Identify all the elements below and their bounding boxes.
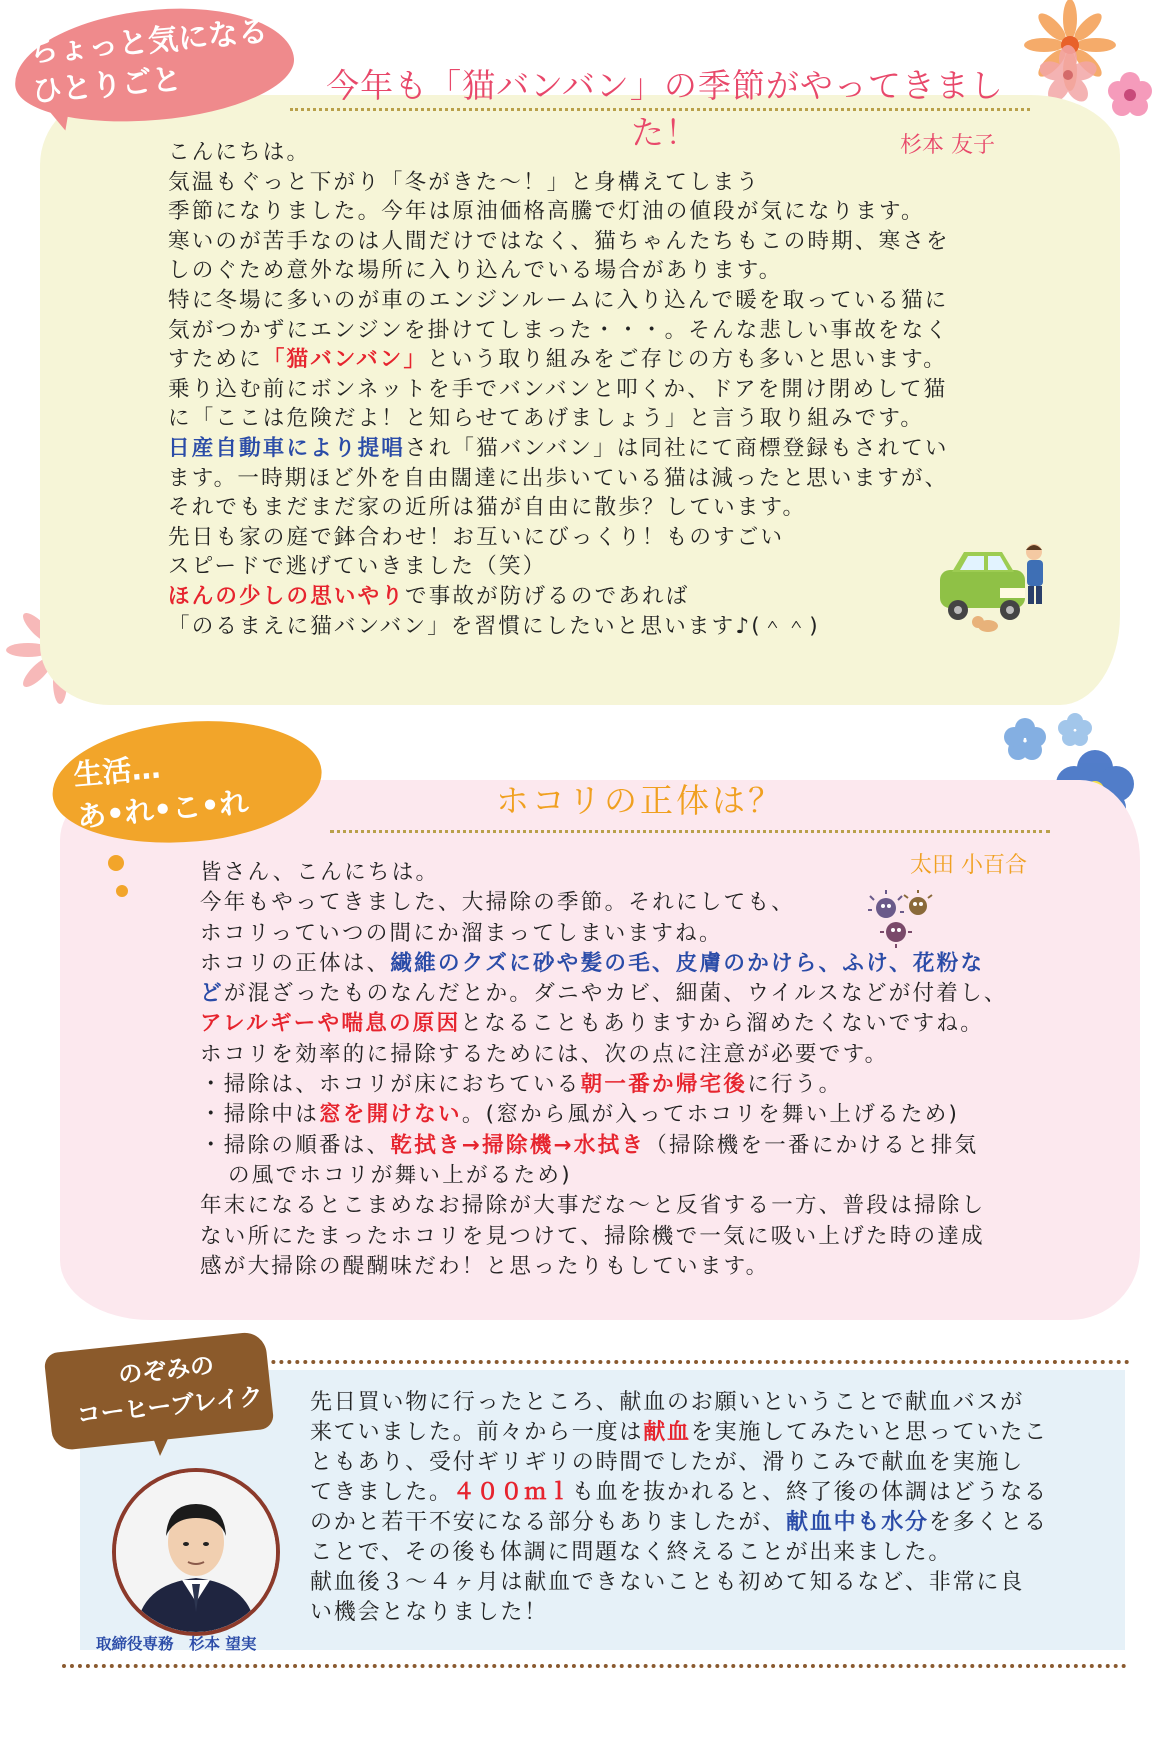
body-line — [168, 256, 1048, 286]
body-line — [310, 1478, 1110, 1508]
body-line — [310, 1388, 1110, 1418]
text-segment: が混ざったものなんだとか。ダニやカビ、細菌、ウイルスなどが付着し、 — [223, 981, 1008, 1007]
body-line — [310, 1418, 1110, 1448]
highlight-text: ほんの少しの思いやり — [168, 583, 406, 609]
bubble-line: ひとりごと — [30, 61, 184, 110]
text-segment: の風でホコリが舞い上がるため) — [228, 1162, 572, 1188]
text-segment: 献血後３～４ヶ月は献血できないことも初めて知るなど、非常に良 — [310, 1570, 1025, 1595]
body-line — [168, 404, 1048, 434]
text-segment: 特に冬場に多いのが車のエンジンルームに入り込んで暖を取っている猫に — [168, 287, 949, 313]
body-line — [310, 1568, 1110, 1598]
bubble-line: のぞみの — [116, 1351, 216, 1390]
text-segment: 来ていました。前々から一度は — [310, 1420, 644, 1445]
body-line — [168, 197, 1048, 227]
text-segment: に「ここは危険だよ！と知らせてあげましょう」と言う取り組みです。 — [168, 406, 925, 432]
text-segment: 季節になりました。今年は原油価格高騰で灯油の値段が気になります。 — [168, 199, 925, 225]
body-line — [200, 949, 1080, 979]
text-segment: を多くとる — [928, 1510, 1048, 1535]
highlight-text: 献血 — [643, 1420, 691, 1445]
text-segment: （掃除機を一番にかけると排気 — [645, 1132, 979, 1158]
body-line — [168, 345, 1048, 375]
body-line — [168, 434, 1048, 464]
text-segment: 感が大掃除の醍醐味だわ！と思ったりもしています。 — [200, 1253, 770, 1279]
body-line — [200, 1252, 1080, 1282]
body-line — [310, 1448, 1110, 1478]
text-segment: てきました。 — [310, 1480, 453, 1505]
text-segment: 先日買い物に行ったところ、献血のお願いということで献血バスが — [310, 1390, 1025, 1415]
text-segment: 先日も家の庭で鉢合わせ！お互いにびっくり！ものすごい — [168, 524, 785, 550]
text-segment: 「のるまえに猫バンバン」を習慣にしたいと思います♪(＾＾) — [168, 613, 820, 639]
section3-body-text — [310, 1388, 1110, 1628]
section1-body-text — [168, 138, 1048, 641]
body-line — [200, 858, 1080, 888]
body-line — [168, 552, 1048, 582]
text-segment: い機会となりました！ — [310, 1600, 549, 1625]
text-segment: ・掃除は、ホコリが床におちている — [200, 1072, 581, 1098]
text-segment: ます。一時期ほど外を自由闊達に出歩いている猫は減ったと思いますが、 — [168, 465, 949, 491]
bubble-line: あ•れ•こ•れ — [75, 785, 250, 834]
section3-speech-bubble-tail — [150, 1430, 172, 1456]
section1-title-rule — [290, 108, 1030, 111]
body-line — [200, 1161, 1080, 1191]
body-line — [168, 316, 1048, 346]
section2-author: 太田 小百合 — [910, 853, 1027, 878]
portrait-image — [116, 1472, 276, 1632]
text-segment: 乗り込む前にボンネットを手でバンバンと叩くか、ドアを開け閉めして猫 — [168, 376, 948, 402]
body-line — [200, 919, 1080, 949]
text-segment: ことで、その後も体調に問題なく終えることが出来ました。 — [310, 1540, 953, 1565]
text-segment: 皆さん、こんにちは。 — [200, 860, 440, 885]
body-line — [200, 1100, 1080, 1130]
highlight-text: ど — [200, 981, 224, 1007]
body-line — [168, 612, 1048, 642]
car-and-cat-illustration — [930, 540, 1050, 640]
text-segment: も血を抜かれると、終了後の体調はどうなる — [571, 1480, 1048, 1505]
text-segment: 寒いのが苦手なのは人間だけではなく、猫ちゃんたちもこの時期、寒さを — [168, 228, 950, 254]
text-segment: ともあり、受付ギリギリの時間でしたが、滑りこみで献血を実施し — [310, 1450, 1025, 1475]
text-segment: 今年もやってきました、大掃除の季節。それにしても、 — [200, 890, 796, 916]
body-line — [168, 582, 1048, 612]
body-line — [168, 375, 1048, 405]
text-segment: ない所にたまったホコリを見つけて、掃除機で一気に吸い上げた時の達成 — [200, 1223, 985, 1249]
highlight-text: 朝一番か帰宅後 — [580, 1072, 748, 1098]
text-segment: ホコリっていつの間にか溜まってしまいますね。 — [200, 920, 723, 946]
body-line — [168, 464, 1048, 494]
text-segment: ・掃除中は — [200, 1102, 320, 1128]
body-line — [310, 1508, 1110, 1538]
section1-author: 杉本 友子 — [900, 133, 995, 158]
body-line — [168, 168, 1048, 198]
highlight-text: ４００ｍｌ — [452, 1480, 572, 1505]
text-segment: 気温もぐっと下がり「冬がきた～！」と身構えてしまう — [168, 169, 761, 195]
highlight-text: 窓を開けない — [319, 1102, 462, 1128]
body-line — [310, 1538, 1110, 1568]
bubble-line: ちょっと気になる — [27, 14, 270, 70]
body-line — [200, 1222, 1080, 1252]
highlight-text: 日産自動車により提唱 — [168, 435, 406, 461]
body-line — [200, 1131, 1080, 1161]
text-segment: しのぐため意外な場所に入り込んでいる場合があります。 — [168, 258, 783, 284]
text-segment: に行う。 — [747, 1072, 843, 1098]
text-segment: すために — [168, 347, 263, 373]
section2-title: ホコリの正体は？ — [496, 781, 784, 820]
body-line — [310, 1598, 1110, 1628]
bubble-dot — [116, 885, 128, 897]
highlight-text: アレルギーや喘息の原因 — [200, 1011, 461, 1037]
text-segment: ・掃除の順番は、 — [200, 1132, 391, 1158]
bubble-dot — [108, 855, 124, 871]
text-segment: のかと若干不安になる部分もありましたが、 — [310, 1510, 787, 1535]
body-line — [200, 1191, 1080, 1221]
body-line — [168, 493, 1048, 523]
body-line — [168, 523, 1048, 553]
avatar — [112, 1468, 280, 1636]
body-line — [200, 1070, 1080, 1100]
bubble-line: 生活… — [72, 750, 162, 793]
body-line — [168, 227, 1048, 257]
text-segment: で事故が防げるのであれば — [405, 583, 690, 609]
section2-title-rule — [330, 830, 1050, 833]
text-segment: スピードで逃げていきました（笑） — [168, 554, 547, 580]
text-segment: 年末になるとこまめなお掃除が大事だな～と反省する一方、普段は掃除し — [200, 1193, 986, 1219]
body-line — [200, 1009, 1080, 1039]
section1-title: 今年も「猫バンバン」の季節がやってきました！ — [326, 66, 1004, 152]
bubble-line: コーヒーブレイク — [75, 1382, 265, 1430]
text-segment: それでもまだまだ家の近所は猫が自由に散歩？しています。 — [168, 495, 807, 521]
section2-body-text — [200, 858, 1080, 1282]
body-line — [200, 888, 1080, 918]
body-line — [168, 138, 1048, 168]
text-segment: 気がつかずにエンジンを掛けてしまった・・・。そんな悲しい事故をなく — [168, 317, 950, 343]
text-segment: こんにちは。 — [168, 140, 311, 165]
text-segment: 。(窓から風が入ってホコリを舞い上げるため) — [461, 1102, 960, 1128]
body-line — [200, 979, 1080, 1009]
body-line — [200, 1040, 1080, 1070]
text-segment: され「猫バンバン」は同社にて商標登録もされてい — [405, 435, 949, 461]
highlight-text: 繊維のクズに砂や髪の毛、皮膚のかけら、ふけ、花粉な — [390, 950, 985, 976]
body-line — [168, 286, 1048, 316]
highlight-text: 「猫バンバン」 — [262, 347, 428, 373]
text-segment: ホコリを効率的に掃除するためには、次の点に注意が必要です。 — [200, 1041, 889, 1067]
section3-bottom-rule — [62, 1664, 1127, 1668]
author-caption: 取締役専務 杉本 望実 — [96, 1635, 257, 1653]
text-segment: となることもありますから溜めたくないですね。 — [460, 1011, 985, 1037]
highlight-text: 乾拭き→掃除機→水拭き — [390, 1132, 646, 1158]
text-segment: という取り組みをご存じの方も多いと思います。 — [427, 347, 947, 373]
text-segment: を実施してみたいと思っていたこ — [690, 1420, 1048, 1445]
text-segment: ホコリの正体は、 — [200, 950, 391, 976]
highlight-text: 献血中も水分 — [786, 1510, 929, 1535]
dust-germs-illustration — [868, 890, 948, 950]
